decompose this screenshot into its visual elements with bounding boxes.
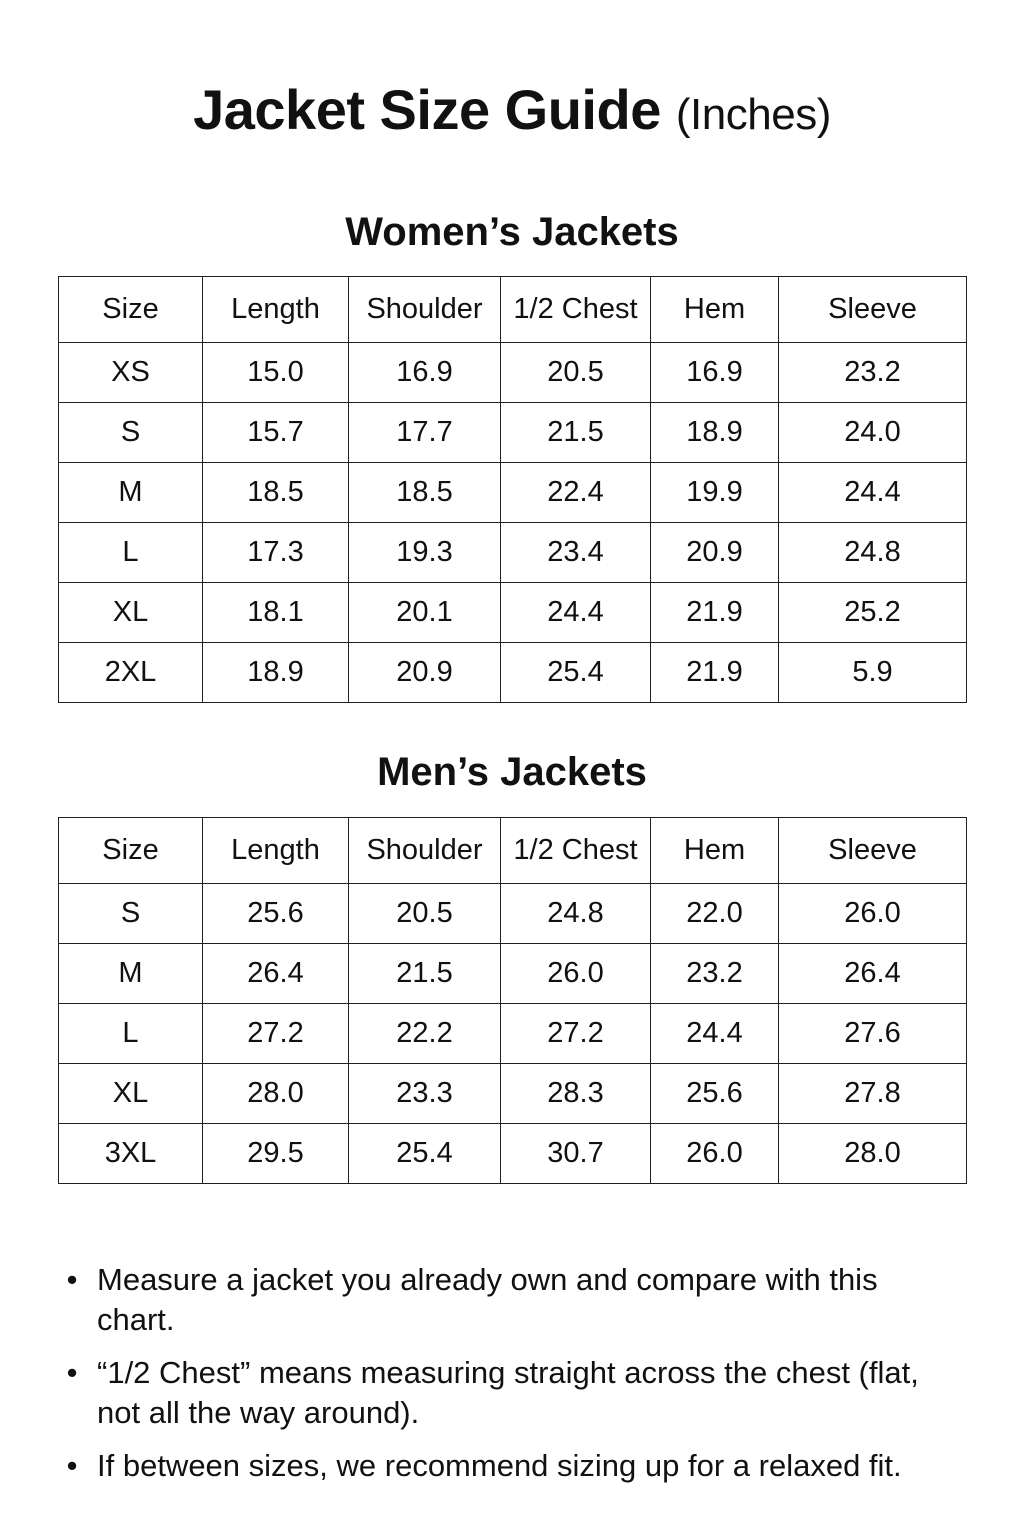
table-cell: M [59,944,203,1004]
table-cell: 27.2 [203,1004,349,1064]
table-cell: 26.4 [779,944,967,1004]
table-cell: 28.3 [501,1064,651,1124]
table-row [59,1064,967,1124]
table-cell: 22.4 [501,463,651,523]
table-row [59,643,967,703]
table-cell: S [59,403,203,463]
table-cell: 22.2 [349,1004,501,1064]
table-cell: 23.3 [349,1064,501,1124]
table-cell: 27.6 [779,1004,967,1064]
table-cell: 21.5 [501,403,651,463]
table-cell: 27.2 [501,1004,651,1064]
table-cell: L [59,1004,203,1064]
table-cell: 26.4 [203,944,349,1004]
column-header-half-chest: 1/2 Chest [501,818,651,884]
column-header-length: Length [203,818,349,884]
bullet-icon: • [66,1262,78,1297]
table-cell: 5.9 [779,643,967,703]
table-cell: 28.0 [779,1124,967,1184]
table-header-row [59,818,967,884]
table-cell: 17.7 [349,403,501,463]
table-row [59,463,967,523]
table-cell: 30.7 [501,1124,651,1184]
table-cell: 19.9 [651,463,779,523]
table-cell: 15.0 [203,343,349,403]
table-row [59,343,967,403]
list-item [62,1446,962,1486]
table-cell: 16.9 [651,343,779,403]
table-cell: 23.2 [779,343,967,403]
table-cell: 24.8 [779,523,967,583]
table-cell: 23.2 [651,944,779,1004]
table-cell: 20.9 [349,643,501,703]
table-cell: 22.0 [651,884,779,944]
table-cell: 26.0 [779,884,967,944]
page-title-main: Jacket Size Guide [193,78,661,141]
table-cell: M [59,463,203,523]
table-cell: 25.4 [501,643,651,703]
column-header-half-chest: 1/2 Chest [501,277,651,343]
bullet-icon: • [66,1448,78,1483]
table-row [59,1004,967,1064]
column-header-shoulder: Shoulder [349,818,501,884]
table-row [59,944,967,1004]
table-cell: XS [59,343,203,403]
note-text: “1/2 Chest” means measuring straight across the chest (flat, not all the way around). [97,1355,919,1430]
table-header-row [59,277,967,343]
table-cell: 20.5 [349,884,501,944]
table-cell: 17.3 [203,523,349,583]
table-cell: XL [59,1064,203,1124]
table-cell: 20.5 [501,343,651,403]
column-header-hem: Hem [651,818,779,884]
table-cell: 29.5 [203,1124,349,1184]
column-header-size: Size [59,277,203,343]
table-cell: 15.7 [203,403,349,463]
table-cell: 18.5 [203,463,349,523]
note-text: If between sizes, we recommend sizing up for a relaxed fit. [97,1448,902,1483]
table-row [59,1124,967,1184]
table-cell: 19.3 [349,523,501,583]
column-header-sleeve: Sleeve [779,818,967,884]
table-cell: L [59,523,203,583]
list-item [62,1353,962,1433]
table-cell: 21.9 [651,643,779,703]
table-cell: 3XL [59,1124,203,1184]
table-row [59,583,967,643]
column-header-sleeve: Sleeve [779,277,967,343]
table-row [59,403,967,463]
table-cell: 18.1 [203,583,349,643]
table-row [59,523,967,583]
mens-section-title: Men’s Jackets [377,750,647,794]
table-cell: 25.4 [349,1124,501,1184]
table-cell: 16.9 [349,343,501,403]
table-cell: 24.4 [501,583,651,643]
table-cell: XL [59,583,203,643]
page-title [0,72,1024,153]
table-cell: 24.4 [651,1004,779,1064]
column-header-shoulder: Shoulder [349,277,501,343]
table-cell: 18.5 [349,463,501,523]
bullet-icon: • [66,1355,78,1390]
table-cell: 25.6 [203,884,349,944]
table-cell: 26.0 [651,1124,779,1184]
table-cell: S [59,884,203,944]
table-cell: 23.4 [501,523,651,583]
table-cell: 20.9 [651,523,779,583]
column-header-hem: Hem [651,277,779,343]
womens-section-title: Women’s Jackets [345,210,679,254]
page-title-unit: (Inches) [675,90,831,139]
table-cell: 28.0 [203,1064,349,1124]
mens-size-table [58,817,967,1184]
sizing-notes-list [62,1260,962,1499]
womens-size-table [58,276,967,703]
table-cell: 18.9 [651,403,779,463]
table-cell: 20.1 [349,583,501,643]
table-cell: 24.0 [779,403,967,463]
column-header-size: Size [59,818,203,884]
table-cell: 27.8 [779,1064,967,1124]
table-cell: 21.9 [651,583,779,643]
table-cell: 21.5 [349,944,501,1004]
table-row [59,884,967,944]
list-item [62,1260,962,1340]
column-header-length: Length [203,277,349,343]
table-cell: 25.2 [779,583,967,643]
table-cell: 24.8 [501,884,651,944]
table-cell: 25.6 [651,1064,779,1124]
table-cell: 24.4 [779,463,967,523]
table-cell: 2XL [59,643,203,703]
note-text: Measure a jacket you already own and compare with this chart. [97,1262,878,1337]
table-cell: 26.0 [501,944,651,1004]
table-cell: 18.9 [203,643,349,703]
